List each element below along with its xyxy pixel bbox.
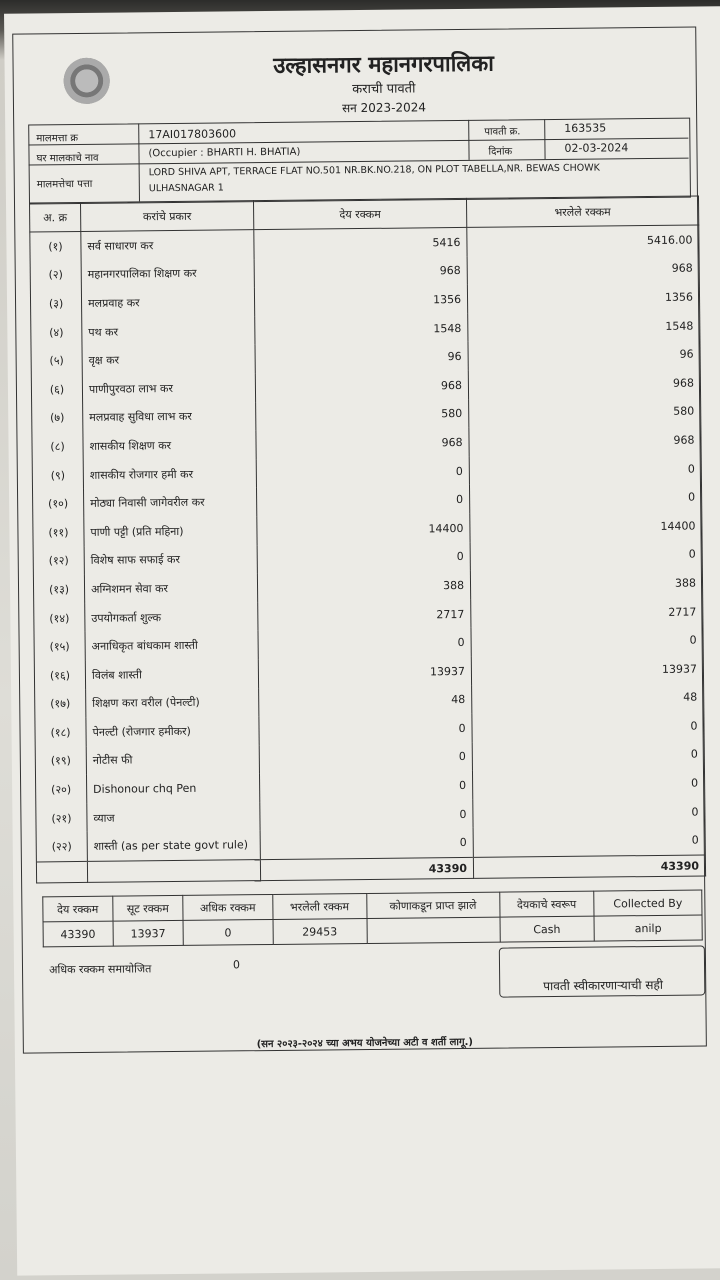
corporation-title: उल्हासनगर महानगरपालिका (273, 51, 494, 79)
row-tax-type: नोटीस फी (86, 745, 259, 775)
signature-label: पावती स्वीकारणाऱ्याची सही (543, 977, 664, 994)
row-due: 13937 (258, 657, 471, 688)
row-serial: (१२) (33, 546, 84, 575)
col-header-due: देय रक्कम (253, 198, 466, 229)
summary-header-extra: अधिक रक्कम (183, 894, 273, 920)
row-serial: (१३) (33, 575, 84, 604)
row-tax-type: मलप्रवाह कर (81, 287, 254, 317)
owner-label: घर मालकाचे नाव (36, 152, 99, 165)
row-tax-type: पाणी पट्टी (प्रति महिना) (84, 516, 257, 546)
row-serial: (१) (30, 231, 81, 261)
row-paid: 1548 (468, 311, 700, 342)
row-due: 968 (254, 257, 467, 288)
row-tax-type: विलंब शास्ती (85, 659, 258, 689)
row-paid: 0 (472, 712, 704, 743)
row-due: 388 (257, 571, 470, 602)
row-paid: 0 (472, 769, 704, 800)
row-serial: (११) (33, 518, 84, 547)
summary-paid: 29453 (273, 919, 367, 945)
row-due: 0 (260, 800, 473, 831)
row-paid: 968 (467, 254, 699, 285)
summary-payment-mode: Cash (500, 916, 595, 942)
row-paid: 96 (468, 340, 700, 371)
summary-header-due: देय रक्कम (43, 896, 113, 922)
row-due: 0 (259, 743, 472, 774)
row-tax-type: पेनल्टी (रोजगार हमीकर) (86, 716, 259, 746)
row-tax-type: मोठ्या निवासी जागेवरील कर (84, 487, 257, 517)
scheme-footnote: (सन २०२३-२०२४ च्या अभय योजनेच्या अटी व शर्ती लागू.) (256, 1036, 474, 1051)
total-due: 43390 (260, 857, 473, 880)
summary-header-discount: सूट रक्कम (112, 895, 183, 921)
row-serial: (१७) (35, 689, 86, 718)
adjusted-amount-value: 0 (232, 958, 241, 972)
row-serial: (५) (31, 346, 82, 375)
row-due: 1356 (254, 285, 467, 316)
row-due: 0 (259, 771, 472, 802)
row-paid: 0 (472, 740, 704, 771)
row-tax-type: अनाधिकृत बांधकाम शास्ती (85, 630, 258, 660)
property-no-label: मालमत्ता क्र (36, 132, 79, 145)
row-tax-type: उपयोगकर्ता शुल्क (85, 602, 258, 632)
col-header-tax-type: करांचे प्रकार (80, 201, 253, 232)
summary-collected-by: anilp (594, 915, 702, 941)
owner-value: (Occupier : BHARTI H. BHATIA) (148, 146, 301, 160)
row-paid: 0 (470, 540, 702, 571)
row-serial: (१४) (34, 604, 85, 633)
row-paid: 0 (469, 454, 701, 485)
row-serial: (९) (32, 461, 83, 490)
property-no-value: 17AI017803600 (148, 127, 237, 142)
row-due: 968 (255, 371, 468, 402)
row-serial: (१५) (34, 632, 85, 661)
row-tax-type: Dishonour chq Pen (86, 773, 259, 803)
summary-header-paid: भरलेली रक्कम (272, 894, 366, 920)
col-header-paid: भरलेले रक्कम (466, 196, 698, 227)
receipt-paper (4, 6, 720, 1275)
row-paid: 13937 (471, 654, 703, 685)
row-paid: 968 (468, 368, 700, 399)
row-paid: 0 (469, 483, 701, 514)
total-paid: 43390 (473, 855, 705, 878)
receipt-no-label: पावती क्र. (484, 126, 521, 138)
row-tax-type: व्याज (87, 802, 260, 832)
row-serial: (१०) (33, 489, 84, 518)
summary-header-received-from: कोणाकडून प्राप्त झाले (366, 892, 499, 918)
row-tax-type: विशेष साफ सफाई कर (84, 545, 257, 575)
row-paid: 2717 (471, 597, 703, 628)
receipt-subtitle: कराची पावती (352, 81, 416, 98)
row-tax-type: शिक्षण करा वरील (पेनल्टी) (86, 688, 259, 718)
row-paid: 0 (471, 626, 703, 657)
row-tax-type: शासकीय रोजगार हमी कर (83, 459, 256, 489)
row-serial: (६) (31, 375, 82, 404)
row-due: 14400 (257, 514, 470, 545)
summary-due: 43390 (43, 921, 113, 947)
summary-discount: 13937 (113, 920, 184, 946)
row-paid: 5416.00 (467, 225, 699, 257)
summary-header-collected-by: Collected By (594, 890, 702, 916)
row-tax-type: मलप्रवाह सुविधा लाभ कर (83, 402, 256, 432)
row-paid: 1356 (467, 283, 699, 314)
row-paid: 48 (472, 683, 704, 714)
row-serial: (४) (31, 318, 82, 347)
row-serial: (३) (30, 289, 81, 318)
total-blank-1 (36, 861, 87, 883)
row-tax-type: अग्निशमन सेवा कर (84, 573, 257, 603)
row-paid: 388 (470, 569, 702, 600)
row-serial: (८) (32, 432, 83, 461)
row-serial: (२२) (36, 832, 87, 862)
summary-received-from (367, 917, 500, 943)
row-due: 0 (260, 828, 473, 859)
row-serial: (१८) (35, 718, 86, 747)
row-serial: (१६) (34, 661, 85, 690)
row-due: 0 (258, 628, 471, 659)
summary-extra: 0 (183, 919, 273, 945)
row-due: 0 (259, 714, 472, 745)
row-due: 0 (256, 485, 469, 516)
row-due: 580 (256, 399, 469, 430)
row-serial: (२१) (36, 804, 87, 833)
row-tax-type: महानगरपालिका शिक्षण कर (81, 259, 254, 289)
row-tax-type: वृक्ष कर (82, 345, 255, 375)
row-due: 0 (257, 542, 470, 573)
receipt-sheet (12, 27, 707, 1054)
receipt-year: सन 2023-2024 (341, 100, 427, 116)
payment-summary-table (42, 889, 702, 947)
receipt-no-value: 163535 (564, 121, 607, 135)
row-due: 5416 (254, 227, 467, 258)
row-due: 0 (256, 457, 469, 488)
row-tax-type: सर्व साधारण कर (81, 230, 254, 261)
total-blank-2 (87, 860, 260, 883)
row-tax-type: शास्ती (as per state govt rule) (87, 831, 260, 862)
row-paid: 14400 (470, 511, 702, 542)
row-due: 968 (256, 428, 469, 459)
row-due: 2717 (258, 600, 471, 631)
date-value: 02-03-2024 (564, 141, 629, 155)
date-label: दिनांक (488, 146, 513, 158)
summary-header-payment-mode: देयकाचे स्वरूप (499, 891, 594, 917)
row-paid: 0 (473, 797, 705, 828)
address-label: मालमत्तेचा पत्ता (36, 178, 93, 191)
row-due: 96 (255, 342, 468, 373)
address-line-2: ULHASNAGAR 1 (148, 182, 224, 195)
row-tax-type: शासकीय शिक्षण कर (83, 430, 256, 460)
row-serial: (२) (30, 261, 81, 290)
row-due: 48 (259, 685, 472, 716)
address-line-1: LORD SHIVA APT, TERRACE FLAT NO.501 NR.BK.NO.218, ON PLOT TABELLA,NR. BEWAS CHOWK (148, 162, 600, 179)
tax-table (29, 195, 706, 883)
row-paid: 968 (469, 426, 701, 457)
row-paid: 580 (469, 397, 701, 428)
adjusted-amount-label: अधिक रक्कम समायोजित (48, 962, 152, 977)
row-serial: (१९) (35, 747, 86, 776)
row-tax-type: पथ कर (82, 316, 255, 346)
col-header-serial: अ. क्र (30, 202, 81, 232)
row-due: 1548 (255, 314, 468, 345)
row-tax-type: पाणीपुरवठा लाभ कर (82, 373, 255, 403)
row-paid: 0 (473, 826, 705, 858)
row-serial: (२०) (36, 775, 87, 804)
municipal-seal-logo (63, 58, 109, 104)
row-serial: (७) (32, 404, 83, 433)
